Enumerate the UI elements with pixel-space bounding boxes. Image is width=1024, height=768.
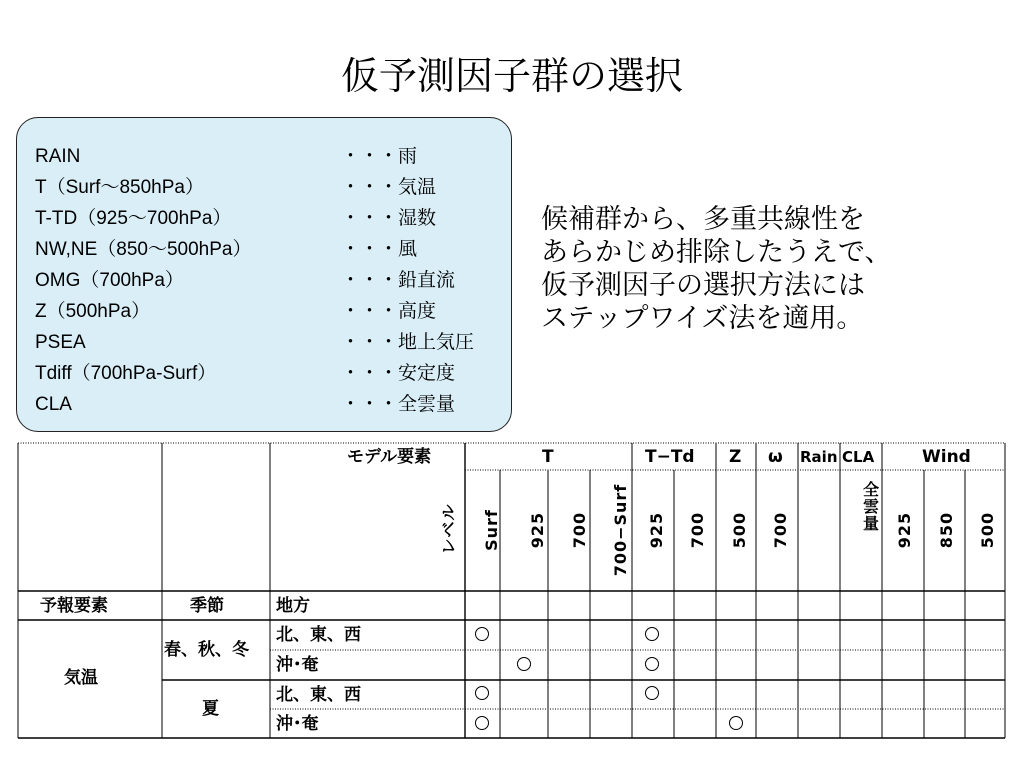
group-wind: Wind (922, 447, 971, 467)
predictor-desc: ・・・気温 (341, 176, 437, 198)
forecast-element-header: 予報要素 (40, 596, 108, 616)
region-header: 地方 (276, 596, 310, 616)
model-elements-label: モデル要素 (347, 447, 432, 467)
group-rain: Rain (800, 448, 838, 466)
level-Z-500: 500 (730, 511, 749, 549)
season-cell: 夏 (202, 699, 219, 719)
level-T-925: 925 (528, 511, 547, 549)
level-wind-850: 850 (937, 511, 956, 549)
group-cla: CLA (842, 448, 875, 466)
predictor-desc: ・・・地上気圧 (341, 331, 475, 353)
predictor-name: NW,NE（850〜500hPa） (35, 239, 252, 260)
predictor-desc: ・・・風 (341, 238, 418, 260)
level-cla-total: 全 雲 量 (862, 480, 879, 533)
predictor-name: CLA (35, 394, 72, 415)
predictor-desc: ・・・安定度 (341, 362, 456, 384)
note-line: 仮予測因子の選択方法には (541, 270, 865, 301)
level-T-surf: Surf (482, 509, 501, 551)
note-line: 候補群から、多重共線性を (541, 204, 865, 235)
predictor-name: PSEA (35, 332, 86, 353)
group-omega: ω (768, 447, 783, 467)
selected-mark (729, 716, 743, 730)
group-T: T (542, 447, 554, 467)
selected-mark (475, 686, 489, 700)
selected-mark (645, 657, 659, 671)
predictor-desc: ・・・湿数 (341, 207, 437, 229)
group-T-Td: T−Td (645, 447, 695, 467)
predictor-desc: ・・・雨 (341, 145, 418, 167)
level-label: レベル (439, 503, 458, 555)
predictor-name: T（Surf〜850hPa） (35, 177, 204, 198)
level-TTd-925: 925 (647, 511, 666, 549)
predictor-name: OMG（700hPa） (35, 270, 184, 291)
predictor-name: T-TD（925〜700hPa） (35, 208, 232, 229)
group-Z: Z (729, 447, 742, 467)
level-wind-925: 925 (895, 511, 914, 549)
selected-mark (645, 686, 659, 700)
season-cell: 春、秋、冬 (164, 640, 249, 660)
level-omega-700: 700 (771, 511, 790, 549)
level-T-700: 700 (570, 511, 589, 549)
selected-mark (517, 657, 531, 671)
predictor-name: Tdiff（700hPa-Surf） (35, 363, 217, 384)
region-cell: 北、東、西 (276, 625, 361, 645)
predictor-desc: ・・・高度 (341, 300, 437, 322)
predictor-name: RAIN (35, 146, 81, 167)
predictor-desc: ・・・鉛直流 (341, 269, 456, 291)
page-title: 仮予測因子群の選択 (340, 54, 683, 98)
selected-mark (475, 627, 489, 641)
forecast-element: 気温 (64, 668, 98, 688)
season-header: 季節 (190, 596, 224, 616)
level-TTd-700: 700 (688, 511, 707, 549)
level-T-700-surf: 700−Surf (611, 483, 630, 577)
note-line: ステップワイズ法を適用。 (541, 303, 864, 334)
note-line: あらかじめ排除したうえで、 (541, 237, 892, 268)
selected-mark (645, 627, 659, 641)
level-wind-500: 500 (978, 511, 997, 549)
selected-mark (475, 716, 489, 730)
region-cell: 沖･奄 (276, 655, 319, 675)
predictor-name: Z（500hPa） (35, 301, 151, 322)
region-cell: 沖･奄 (276, 714, 319, 734)
region-cell: 北、東、西 (276, 685, 361, 705)
predictor-desc: ・・・全雲量 (341, 393, 456, 415)
